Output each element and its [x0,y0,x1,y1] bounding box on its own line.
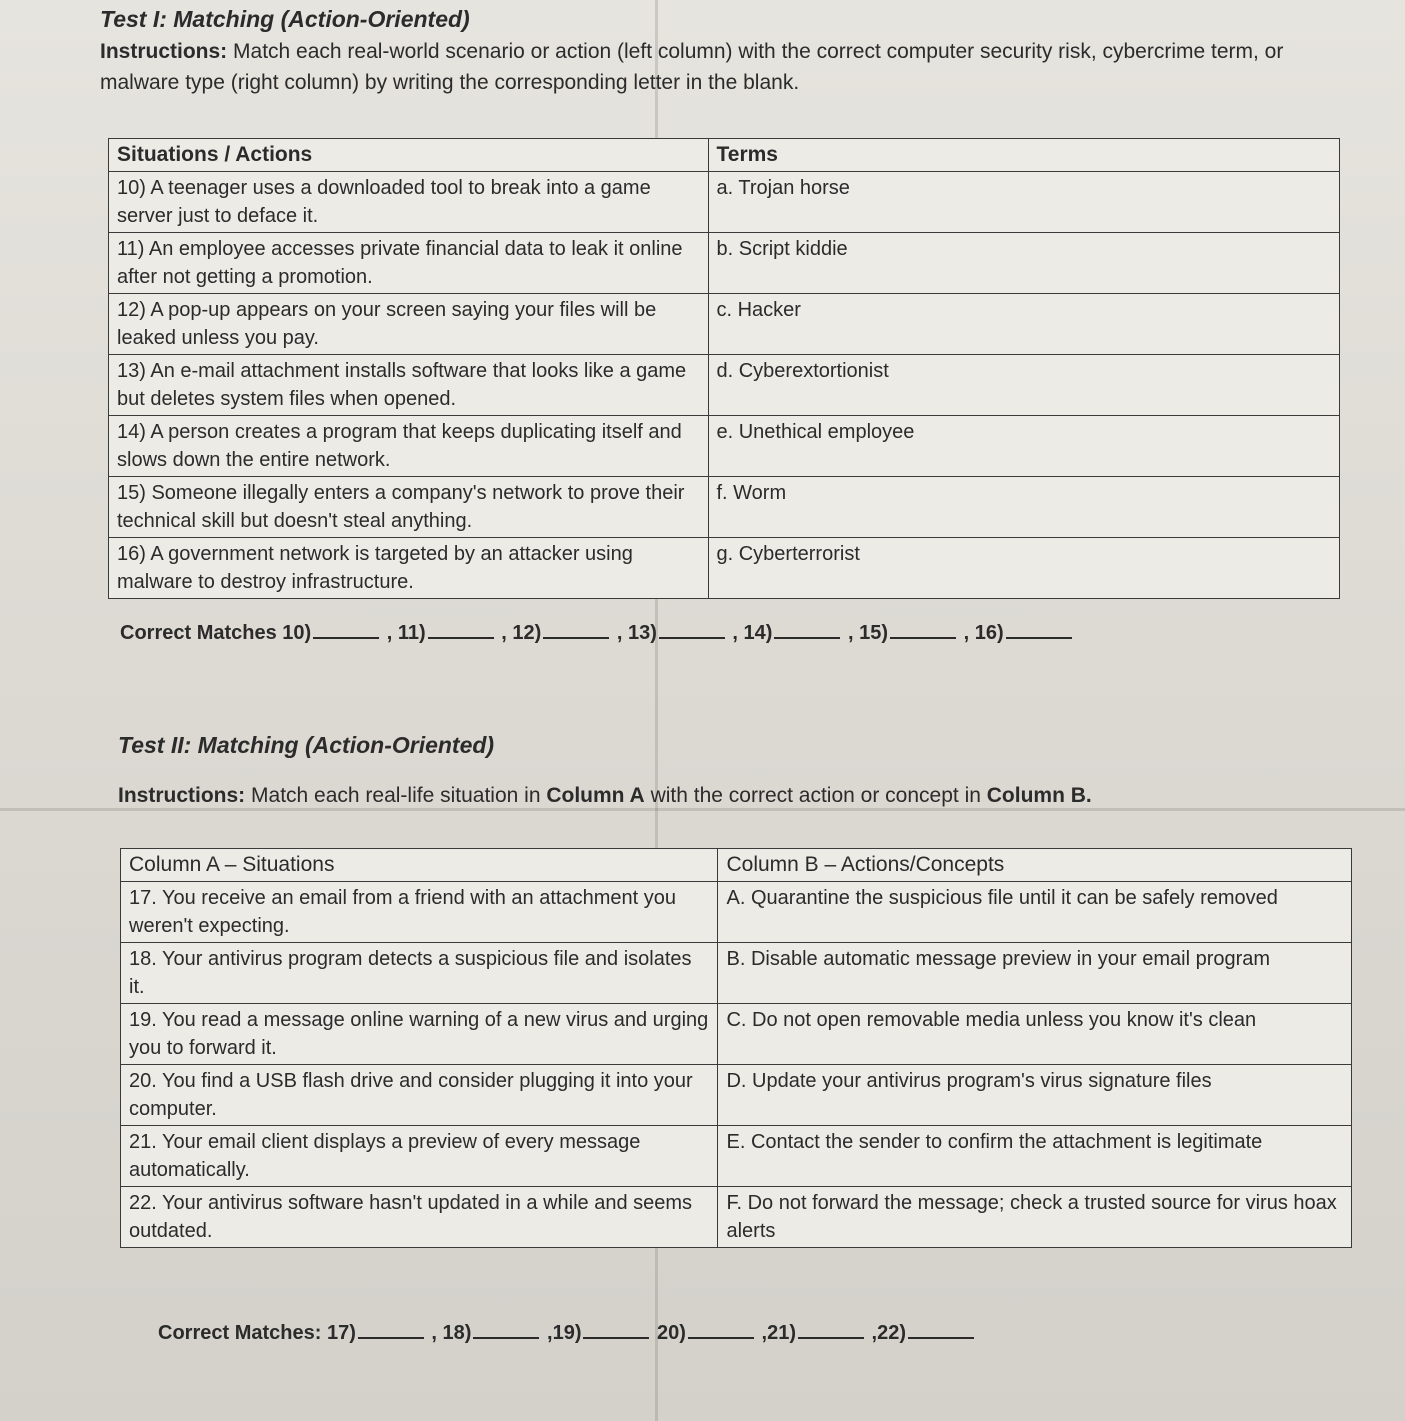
answer-number: , 15) [848,622,889,644]
test1-left-header: Situations / Actions [109,139,709,172]
answer-number: ,19) [547,1322,582,1344]
answer-blank[interactable] [1006,635,1072,639]
answer-blank[interactable] [908,1335,974,1339]
term-cell: g. Cyberterrorist [708,538,1340,599]
test1-instructions-label: Instructions: [100,40,228,63]
answer-number: 20) [657,1322,686,1344]
table-row [109,477,1340,538]
term-cell: e. Unethical employee [708,416,1340,477]
test2-answer-line [158,1322,976,1345]
answer-blank[interactable] [543,635,609,639]
answer-number: ,22) [871,1322,907,1344]
action-cell: C. Do not open removable media unless you know it's clean [718,1004,1352,1065]
table-row [109,233,1340,294]
table-row [121,1187,1352,1248]
situation-cell: 15) Someone illegally enters a company's network to prove their technical skill but doesn't steal anything. [109,477,709,538]
answer-blank[interactable] [688,1335,754,1339]
action-cell: A. Quarantine the suspicious file until it can be safely removed [718,882,1352,943]
test2-instructions-mid: with the correct action or concept in [650,784,981,807]
table-row [109,294,1340,355]
answer-number: , 16) [963,622,1004,644]
test2-instructions [118,780,1318,811]
answer-number: , 12) [501,622,542,644]
table-row [121,1004,1352,1065]
answer-blank[interactable] [428,635,494,639]
answer-blank[interactable] [890,635,956,639]
answer-number: 10) [282,622,312,644]
situation-cell: 18. Your antivirus program detects a suspicious file and isolates it. [121,943,718,1004]
table-row [109,416,1340,477]
test1-title: Test I: Matching (Action-Oriented) [100,6,470,32]
answer-blank[interactable] [358,1335,424,1339]
test1-table [108,138,1340,599]
test2-column-b-header: Column B – Actions/Concepts [718,849,1352,882]
answer-blank[interactable] [313,635,379,639]
term-cell: b. Script kiddie [708,233,1340,294]
situation-cell: 16) A government network is targeted by an attacker using malware to destroy infrastructure. [109,538,709,599]
test1-instructions-text: Match each real-world scenario or action (left column) with the correct computer security risk, cybercrime term, or malware type (right column) by writing the corresponding letter in the blank. [100,40,1284,94]
test1-header-row [109,139,1340,172]
answer-blank[interactable] [774,635,840,639]
answer-number: , 11) [386,622,426,644]
test2-header-row [121,849,1352,882]
table-row [109,355,1340,416]
test2-instructions-label: Instructions: [118,784,246,807]
test2-title: Test II: Matching (Action-Oriented) [118,732,495,758]
term-cell: d. Cyberextortionist [708,355,1340,416]
action-cell: E. Contact the sender to confirm the attachment is legitimate [718,1126,1352,1187]
situation-cell: 21. Your email client displays a preview of every message automatically. [121,1126,718,1187]
term-cell: c. Hacker [708,294,1340,355]
table-row [109,538,1340,599]
table-row [121,882,1352,943]
answer-number: 17) [326,1322,356,1344]
test2-answers-label: Correct Matches: [158,1322,322,1344]
table-row [121,1065,1352,1126]
term-cell: a. Trojan horse [708,172,1340,233]
situation-cell: 20. You find a USB flash drive and consider plugging it into your computer. [121,1065,718,1126]
table-row [121,943,1352,1004]
answer-number: , 14) [732,622,773,644]
test1-instructions [100,36,1355,98]
situation-cell: 12) A pop-up appears on your screen saying your files will be leaked unless you pay. [109,294,709,355]
test2-column-a-header: Column A – Situations [121,849,718,882]
situation-cell: 10) A teenager uses a downloaded tool to break into a game server just to deface it. [109,172,709,233]
answer-blank[interactable] [473,1335,539,1339]
action-cell: F. Do not forward the message; check a trusted source for virus hoax alerts [718,1187,1352,1248]
answer-blank[interactable] [583,1335,649,1339]
table-row [121,1126,1352,1187]
test2-column-a-ref: Column A [546,784,645,807]
situation-cell: 13) An e-mail attachment installs software that looks like a game but deletes system files when opened. [109,355,709,416]
test1-right-header: Terms [708,139,1340,172]
table-row [109,172,1340,233]
test1-answer-line [120,622,1074,645]
test2-column-b-ref: Column B. [986,784,1092,807]
action-cell: D. Update your antivirus program's virus signature files [718,1065,1352,1126]
test2-instructions-text: Match each real-life situation in [251,784,541,807]
answer-number: ,21) [761,1322,796,1344]
situation-cell: 22. Your antivirus software hasn't updated in a while and seems outdated. [121,1187,718,1248]
answer-number: , 13) [616,622,657,644]
answer-blank[interactable] [798,1335,864,1339]
situation-cell: 17. You receive an email from a friend with an attachment you weren't expecting. [121,882,718,943]
situation-cell: 11) An employee accesses private financial data to leak it online after not getting a promotion. [109,233,709,294]
test2-table [120,848,1352,1248]
action-cell: B. Disable automatic message preview in your email program [718,943,1352,1004]
situation-cell: 14) A person creates a program that keeps duplicating itself and slows down the entire network. [109,416,709,477]
term-cell: f. Worm [708,477,1340,538]
answer-number: , 18) [431,1322,472,1344]
situation-cell: 19. You read a message online warning of a new virus and urging you to forward it. [121,1004,718,1065]
answer-blank[interactable] [659,635,725,639]
test1-answers-label: Correct Matches [120,622,277,644]
